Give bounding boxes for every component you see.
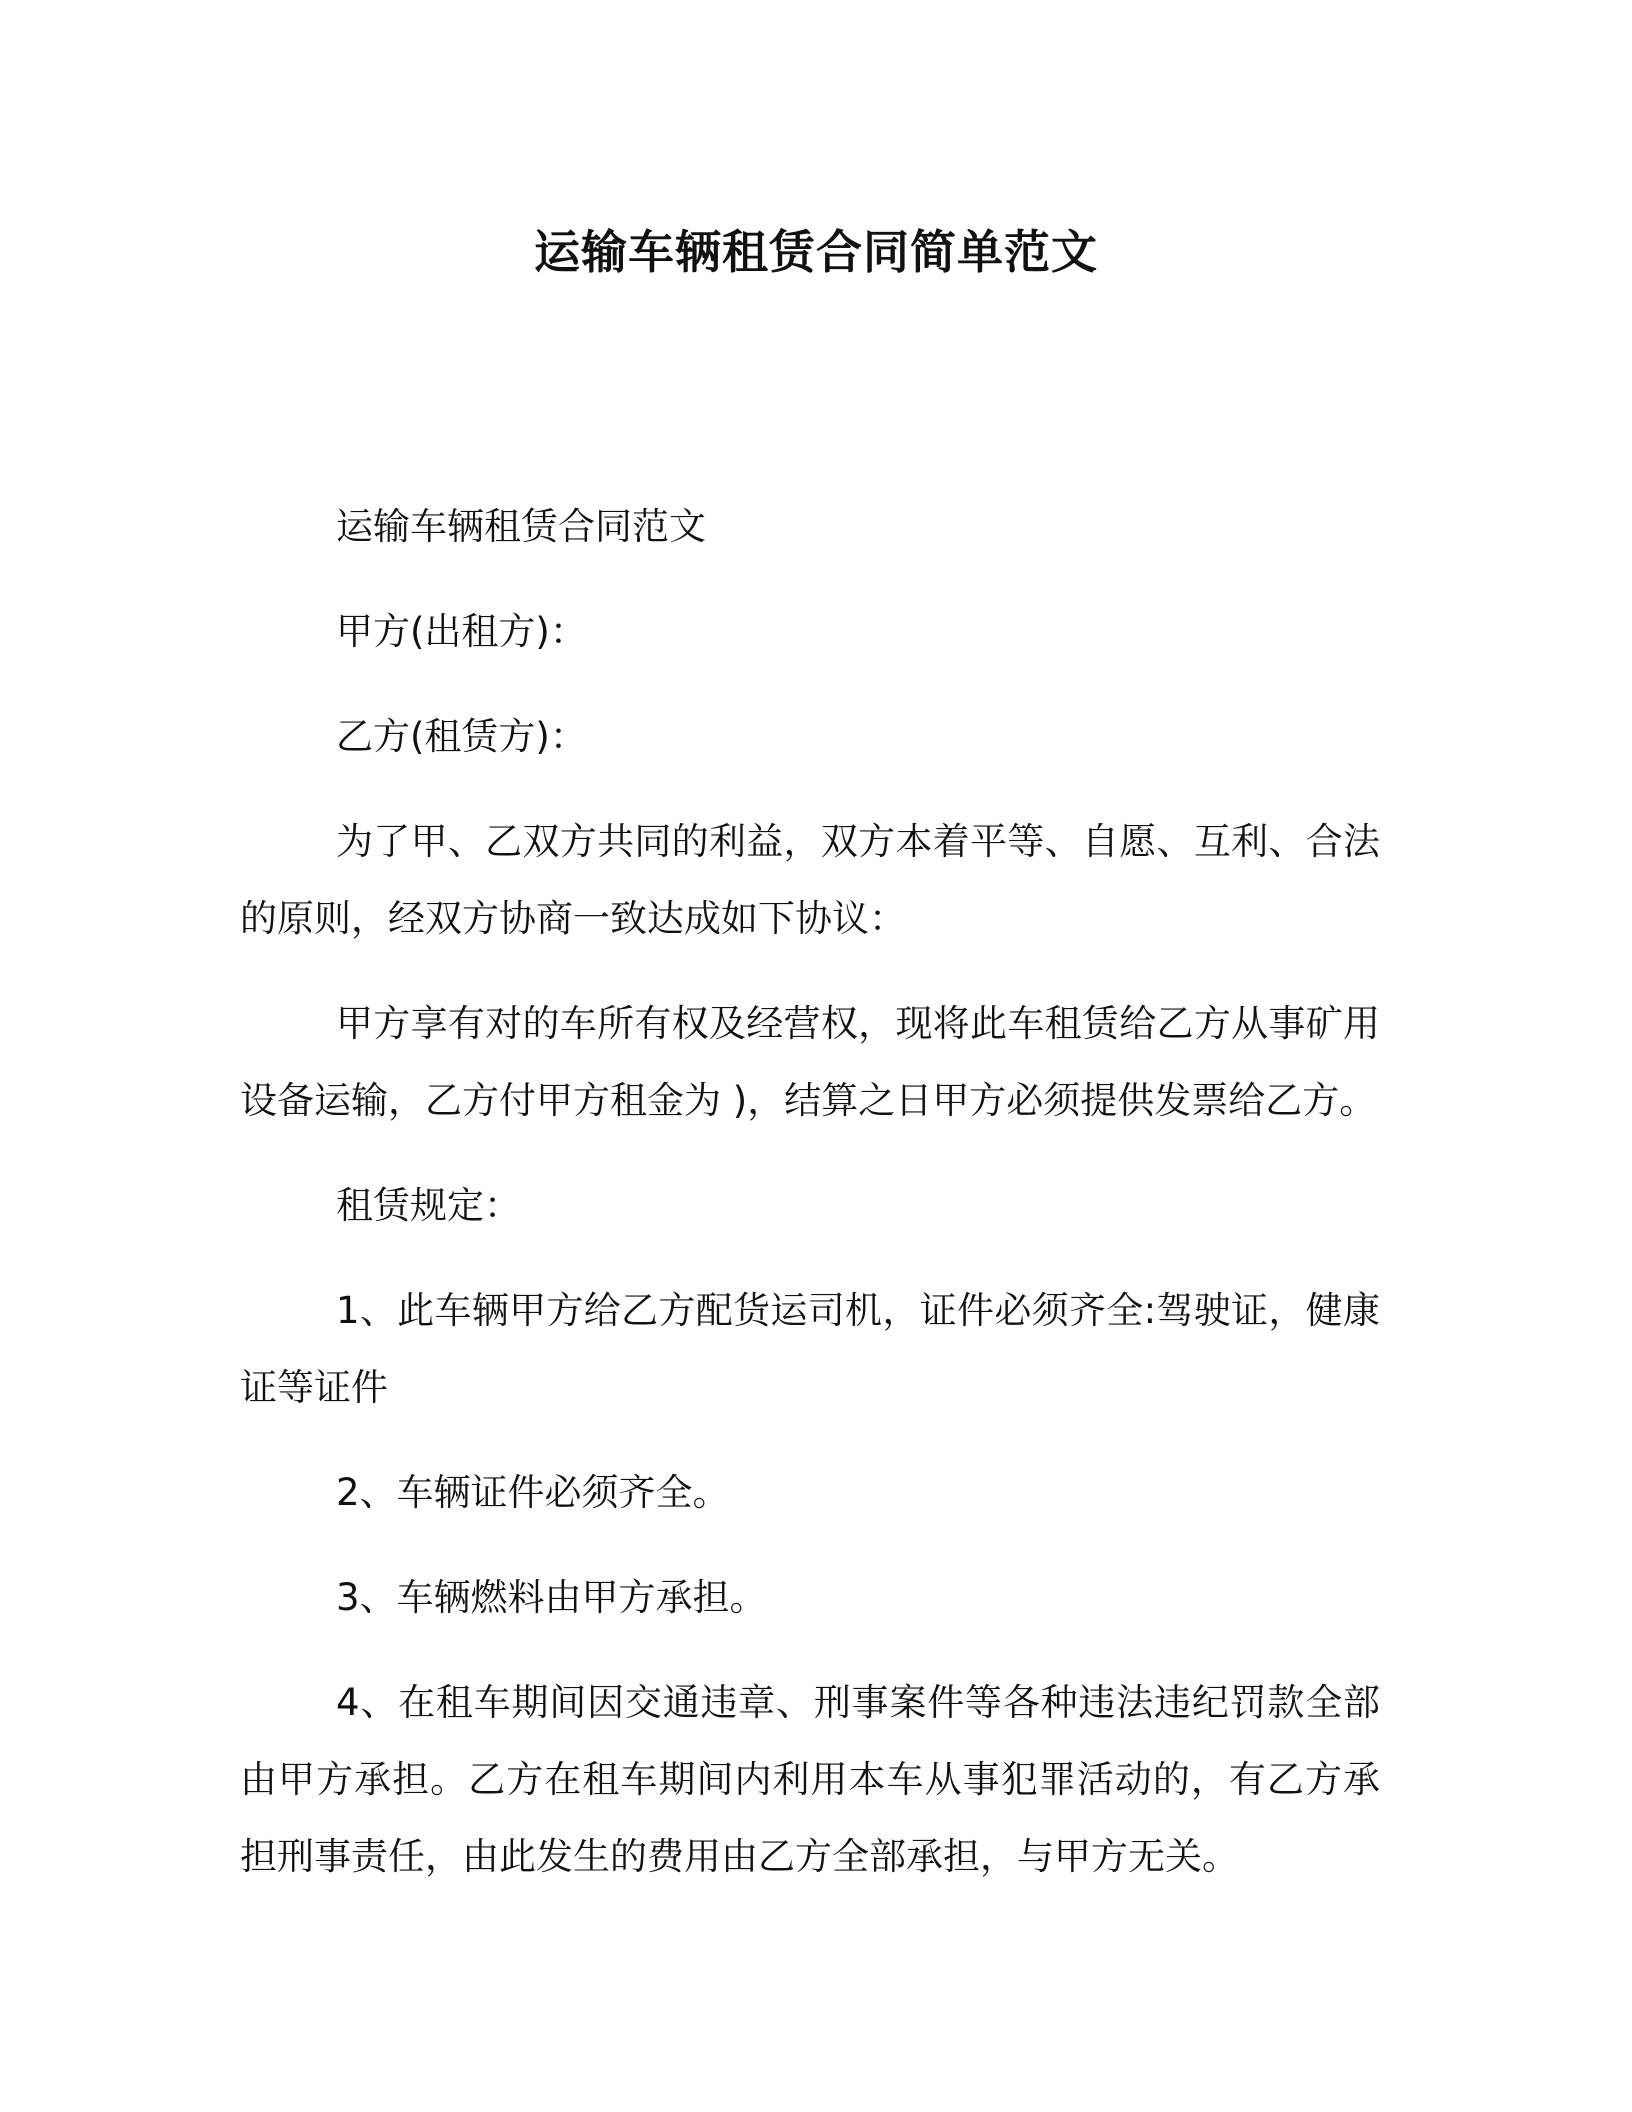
paragraph-rule-3: 3、车辆燃料由甲方承担。 bbox=[336, 1576, 767, 1619]
paragraph-preamble: 为了甲、乙双方共同的利益，双方本着平等、自愿、互利、合法的原则，经双方协商一致达成如下协议： bbox=[240, 820, 1380, 940]
paragraph-rule-1: 1、此车辆甲方给乙方配货运司机，证件必须齐全:驾驶证，健康证等证件 bbox=[240, 1289, 1380, 1409]
paragraph-rule-2: 2、车辆证件必须齐全。 bbox=[336, 1471, 730, 1514]
paragraph-subtitle: 运输车辆租赁合同范文 bbox=[336, 505, 706, 548]
paragraph-party-b: 乙方(租赁方)： bbox=[336, 715, 587, 758]
paragraph-party-a: 甲方(出租方)： bbox=[336, 610, 587, 653]
document-title: 运输车辆租赁合同简单范文 bbox=[534, 225, 1098, 279]
paragraph-rule-4: 4、在租车期间因交通违章、刑事案件等各种违法违纪罚款全部由甲方承担。乙方在租车期间内利用本车从事犯罪活动的，有乙方承担刑事责任，由此发生的费用由乙方全部承担，与甲方无关。 bbox=[240, 1681, 1380, 1878]
document-body bbox=[240, 488, 1380, 1923]
paragraph-rules-heading: 租赁规定： bbox=[336, 1184, 521, 1227]
paragraph-ownership: 甲方享有对的车所有权及经营权，现将此车租赁给乙方从事矿用设备运输，乙方付甲方租金为 )，结算之日甲方必须提供发票给乙方。 bbox=[240, 1002, 1380, 1122]
